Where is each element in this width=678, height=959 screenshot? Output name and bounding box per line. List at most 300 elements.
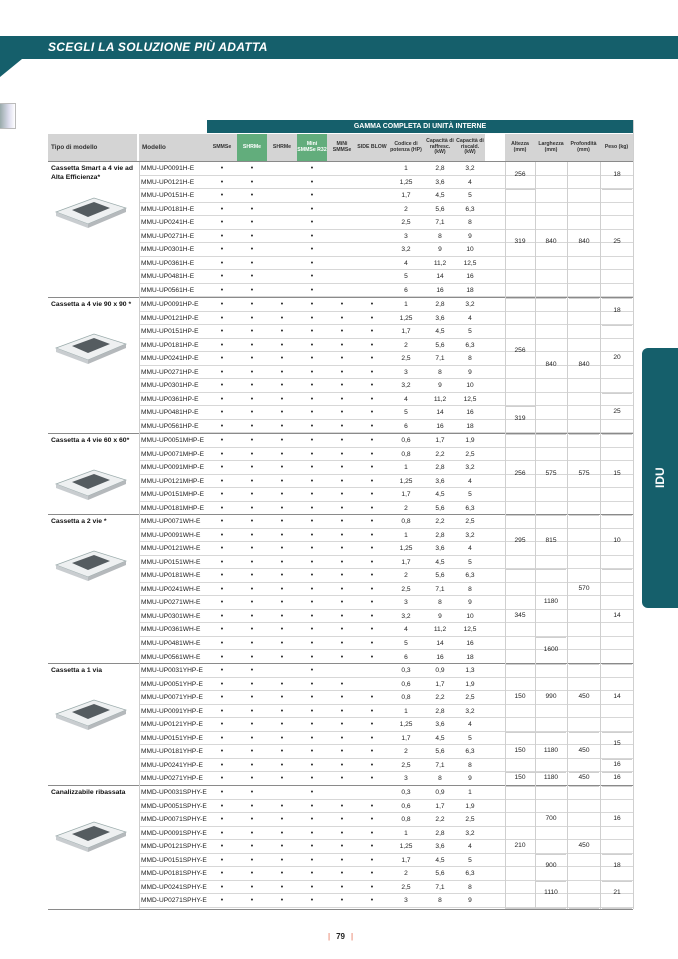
hp-value: 4 bbox=[404, 395, 408, 403]
compat-dot: • bbox=[220, 286, 224, 294]
compat-dot: • bbox=[310, 653, 314, 661]
heating-value: 16 bbox=[466, 409, 474, 417]
compat-dot: • bbox=[250, 694, 254, 702]
compat-dot: • bbox=[280, 545, 284, 553]
larghezza-value: 700 bbox=[545, 814, 557, 822]
table-row bbox=[139, 312, 633, 326]
compat-dot: • bbox=[340, 748, 344, 756]
compat-dot: • bbox=[340, 518, 344, 525]
compat-dot: • bbox=[250, 721, 254, 729]
compat-dot: • bbox=[310, 748, 314, 756]
compat-dot: • bbox=[280, 761, 284, 769]
hp-value: 1 bbox=[404, 301, 408, 308]
compat-dot: • bbox=[340, 626, 344, 634]
compat-dot: • bbox=[220, 775, 224, 783]
compat-dot: • bbox=[220, 192, 224, 200]
compat-dot: • bbox=[340, 355, 344, 363]
col-header-larghezza: Larghezza (mm) bbox=[535, 134, 567, 161]
compat-dot: • bbox=[220, 314, 224, 322]
model-code: MMU-UP0301WH-E bbox=[141, 612, 201, 620]
heating-value: 2,5 bbox=[465, 694, 475, 702]
compat-dot: • bbox=[220, 246, 224, 254]
model-code: MMD-UP0091SPHY-E bbox=[141, 829, 207, 837]
heating-value: 5 bbox=[468, 558, 472, 566]
compat-dot: • bbox=[250, 328, 254, 336]
model-code: MMU-UP0151WH-E bbox=[141, 558, 201, 566]
hp-value: 2 bbox=[404, 341, 408, 349]
compat-dot: • bbox=[220, 422, 224, 430]
altezza-value: 150 bbox=[514, 747, 526, 755]
table-row bbox=[139, 488, 633, 502]
cooling-value: 3,6 bbox=[435, 178, 445, 186]
heating-value: 8 bbox=[468, 883, 472, 891]
compat-dot: • bbox=[280, 734, 284, 742]
compat-dot: • bbox=[280, 721, 284, 729]
altezza-value: 319 bbox=[514, 414, 526, 422]
cooling-value: 2,2 bbox=[435, 694, 445, 702]
compat-dot: • bbox=[220, 761, 224, 769]
model-code: MMU-UP0071YHP-E bbox=[141, 694, 203, 702]
compat-dot: • bbox=[250, 450, 254, 458]
compat-dot: • bbox=[310, 572, 314, 580]
model-code: MMU-UP0091HP-E bbox=[141, 301, 199, 308]
compat-dot: • bbox=[250, 897, 254, 905]
compat-dot: • bbox=[370, 707, 374, 715]
compat-dot: • bbox=[250, 802, 254, 810]
model-code: MMU-UP0151YHP-E bbox=[141, 734, 203, 742]
model-code: MMU-UP0121WH-E bbox=[141, 545, 201, 553]
compat-dot: • bbox=[370, 775, 374, 783]
larghezza-value: 900 bbox=[545, 862, 557, 870]
span-divider bbox=[505, 732, 535, 733]
compat-dot: • bbox=[280, 694, 284, 702]
compat-dot: • bbox=[310, 639, 314, 647]
compat-dot: • bbox=[250, 205, 254, 213]
compat-dot: • bbox=[220, 612, 224, 620]
compat-dot: • bbox=[280, 518, 284, 525]
compat-dot: • bbox=[250, 626, 254, 634]
heating-value: 1,9 bbox=[465, 437, 475, 444]
compat-dot: • bbox=[340, 314, 344, 322]
table-row bbox=[139, 651, 633, 665]
compat-dot: • bbox=[220, 897, 224, 905]
col-header-side: SIDE BLOW bbox=[357, 134, 387, 161]
hp-value: 3 bbox=[404, 775, 408, 783]
table-row bbox=[139, 216, 633, 230]
compat-dot: • bbox=[280, 707, 284, 715]
compat-dot: • bbox=[280, 802, 284, 810]
compat-dot: • bbox=[250, 273, 254, 281]
heating-value: 4 bbox=[468, 477, 472, 485]
unit-image bbox=[50, 190, 130, 232]
compat-dot: • bbox=[310, 545, 314, 553]
heating-value: 3,2 bbox=[465, 165, 475, 172]
compat-dot: • bbox=[370, 734, 374, 742]
compat-dot: • bbox=[280, 680, 284, 688]
side-tab-label: IDU bbox=[653, 467, 667, 488]
compat-dot: • bbox=[220, 626, 224, 634]
model-code: MMU-UP0151HP-E bbox=[141, 328, 199, 336]
compat-dot: • bbox=[250, 843, 254, 851]
compat-dot: • bbox=[280, 612, 284, 620]
cooling-value: 11,2 bbox=[433, 395, 447, 403]
larghezza-value: 990 bbox=[545, 692, 557, 700]
table-row bbox=[139, 406, 633, 420]
table-row bbox=[139, 786, 633, 800]
cooling-value: 8 bbox=[438, 897, 442, 905]
hp-value: 5 bbox=[404, 639, 408, 647]
table-row bbox=[139, 162, 633, 176]
hp-value: 1 bbox=[404, 531, 408, 539]
compat-dot: • bbox=[250, 680, 254, 688]
larghezza-value: 1110 bbox=[544, 889, 558, 897]
heating-value: 5 bbox=[468, 734, 472, 742]
compat-dot: • bbox=[340, 612, 344, 620]
compat-dot: • bbox=[370, 355, 374, 363]
compat-dot: • bbox=[250, 477, 254, 485]
larghezza-value: 815 bbox=[545, 537, 557, 545]
heating-value: 4 bbox=[468, 314, 472, 322]
compat-dot: • bbox=[370, 585, 374, 593]
cooling-value: 16 bbox=[436, 286, 444, 294]
col-header-peso: Peso (kg) bbox=[600, 134, 633, 161]
heating-value: 6,3 bbox=[465, 870, 475, 878]
table-row bbox=[139, 203, 633, 217]
compat-dot: • bbox=[280, 883, 284, 891]
model-code: MMU-UP0301HP-E bbox=[141, 382, 199, 390]
heating-value: 18 bbox=[466, 422, 474, 430]
compat-dot: • bbox=[220, 707, 224, 715]
cooling-value: 9 bbox=[438, 246, 442, 254]
compat-dot: • bbox=[370, 558, 374, 566]
model-code: MMU-UP0271H-E bbox=[141, 232, 195, 240]
table-row bbox=[139, 189, 633, 203]
compat-dot: • bbox=[250, 748, 254, 756]
compat-dot: • bbox=[220, 450, 224, 458]
compat-dot: • bbox=[310, 422, 314, 430]
altezza-value: 319 bbox=[514, 238, 526, 246]
cooling-value: 5,6 bbox=[435, 504, 445, 512]
banner-corner bbox=[0, 59, 22, 77]
compat-dot: • bbox=[280, 626, 284, 634]
compat-dot: • bbox=[280, 531, 284, 539]
altezza-value: 256 bbox=[514, 347, 526, 355]
compat-dot: • bbox=[370, 301, 374, 308]
unit-image bbox=[50, 692, 130, 734]
col-header-mini_smms_r32: Mini SMMSe R32 bbox=[297, 134, 327, 161]
cooling-value: 5,6 bbox=[435, 205, 445, 213]
heating-value: 10 bbox=[466, 382, 474, 390]
model-code: MMU-UP0121YHP-E bbox=[141, 721, 203, 729]
hp-value: 1,7 bbox=[401, 491, 411, 499]
compat-dot: • bbox=[280, 856, 284, 864]
heating-value: 1,9 bbox=[465, 680, 475, 688]
compat-dot: • bbox=[370, 639, 374, 647]
compat-dot: • bbox=[340, 721, 344, 729]
compat-dot: • bbox=[220, 464, 224, 472]
compat-dot: • bbox=[340, 450, 344, 458]
compat-dot: • bbox=[250, 775, 254, 783]
col-header-tipo: Tipo di modello bbox=[48, 134, 137, 161]
hp-value: 3,2 bbox=[401, 382, 411, 390]
span-divider bbox=[536, 854, 566, 855]
compat-dot: • bbox=[310, 789, 314, 796]
unit-image bbox=[50, 543, 130, 585]
hp-value: 5 bbox=[404, 273, 408, 281]
heating-value: 8 bbox=[468, 355, 472, 363]
compat-dot: • bbox=[340, 870, 344, 878]
span-divider bbox=[505, 406, 535, 407]
hp-value: 3 bbox=[404, 897, 408, 905]
model-code: MMU-UP0181MHP-E bbox=[141, 504, 205, 512]
compat-dot: • bbox=[310, 667, 314, 674]
cooling-value: 4,5 bbox=[435, 328, 445, 336]
model-code: MMU-UP0071MHP-E bbox=[141, 450, 205, 458]
heating-value: 3,2 bbox=[465, 531, 475, 539]
compat-dot: • bbox=[370, 382, 374, 390]
hp-value: 2 bbox=[404, 504, 408, 512]
model-code: MMD-UP0271SPHY-E bbox=[141, 897, 207, 905]
altezza-value: 210 bbox=[514, 841, 526, 849]
model-code: MMU-UP0561HP-E bbox=[141, 422, 199, 430]
hp-value: 1,25 bbox=[399, 477, 413, 485]
col-header-risc: Capacità di riscald. (kW) bbox=[455, 134, 485, 161]
altezza-value: 150 bbox=[514, 774, 526, 782]
compat-dot: • bbox=[370, 843, 374, 851]
larghezza-value: 575 bbox=[545, 469, 557, 477]
model-code: MMU-UP0121H-E bbox=[141, 178, 195, 186]
cooling-value: 5,6 bbox=[435, 341, 445, 349]
model-code: MMD-UP0151SPHY-E bbox=[141, 856, 207, 864]
gamma-header: GAMMA COMPLETA DI UNITÀ INTERNE bbox=[207, 120, 633, 133]
hp-value: 1,25 bbox=[399, 314, 413, 322]
compat-dot: • bbox=[220, 491, 224, 499]
hp-value: 1,7 bbox=[401, 328, 411, 336]
group-type-name: Cassetta a 2 vie * bbox=[51, 518, 107, 525]
hp-value: 2,5 bbox=[401, 355, 411, 363]
compat-dot: • bbox=[310, 599, 314, 607]
cooling-value: 16 bbox=[436, 422, 444, 430]
compat-dot: • bbox=[220, 545, 224, 553]
hp-value: 2 bbox=[404, 205, 408, 213]
compat-dot: • bbox=[370, 545, 374, 553]
peso-value: 14 bbox=[613, 611, 621, 619]
edge-image-fragment bbox=[0, 103, 16, 129]
hp-value: 2 bbox=[404, 572, 408, 580]
compat-dot: • bbox=[250, 883, 254, 891]
compat-dot: • bbox=[280, 870, 284, 878]
compat-dot: • bbox=[370, 531, 374, 539]
compat-dot: • bbox=[250, 572, 254, 580]
compat-dot: • bbox=[340, 382, 344, 390]
compat-dot: • bbox=[370, 368, 374, 376]
hp-value: 5 bbox=[404, 409, 408, 417]
cooling-value: 2,8 bbox=[435, 707, 445, 715]
span-divider bbox=[505, 189, 535, 190]
compat-dot: • bbox=[310, 816, 314, 824]
compat-dot: • bbox=[310, 464, 314, 472]
compat-dot: • bbox=[370, 599, 374, 607]
heating-value: 1,3 bbox=[465, 667, 475, 674]
compat-dot: • bbox=[370, 897, 374, 905]
heating-value: 8 bbox=[468, 761, 472, 769]
compat-dot: • bbox=[250, 599, 254, 607]
hp-value: 6 bbox=[404, 422, 408, 430]
table-row bbox=[139, 678, 633, 692]
cooling-value: 8 bbox=[438, 232, 442, 240]
cooling-value: 9 bbox=[438, 612, 442, 620]
cooling-value: 4,5 bbox=[435, 491, 445, 499]
compat-dot: • bbox=[250, 504, 254, 512]
hp-value: 2,5 bbox=[401, 761, 411, 769]
heating-value: 2,5 bbox=[465, 816, 475, 824]
heating-value: 10 bbox=[466, 612, 474, 620]
compat-dot: • bbox=[220, 178, 224, 186]
heating-value: 6,3 bbox=[465, 341, 475, 349]
heating-value: 3,2 bbox=[465, 707, 475, 715]
compat-dot: • bbox=[220, 531, 224, 539]
table-row bbox=[139, 475, 633, 489]
model-code: MMU-UP0241H-E bbox=[141, 219, 195, 227]
model-code: MMU-UP0561H-E bbox=[141, 286, 195, 294]
compat-dot: • bbox=[370, 450, 374, 458]
peso-value: 16 bbox=[613, 760, 621, 768]
compat-dot: • bbox=[340, 491, 344, 499]
compat-dot: • bbox=[250, 382, 254, 390]
model-code: MMU-UP0241HP-E bbox=[141, 355, 199, 363]
table-row bbox=[139, 569, 633, 583]
table-row bbox=[139, 284, 633, 298]
cooling-value: 4,5 bbox=[435, 856, 445, 864]
compat-dot: • bbox=[280, 395, 284, 403]
compat-dot: • bbox=[310, 165, 314, 172]
col-header-mini_smms: MiNi SMMSe bbox=[327, 134, 357, 161]
compat-dot: • bbox=[220, 328, 224, 336]
span-divider bbox=[536, 637, 566, 638]
compat-dot: • bbox=[310, 341, 314, 349]
compat-dot: • bbox=[370, 761, 374, 769]
hp-value: 1,7 bbox=[401, 192, 411, 200]
cooling-value: 2,2 bbox=[435, 816, 445, 824]
compat-dot: • bbox=[310, 518, 314, 525]
model-code: MMU-UP0091H-E bbox=[141, 165, 195, 172]
model-code: MMU-UP0031YHP-E bbox=[141, 667, 203, 674]
hp-value: 1 bbox=[404, 829, 408, 837]
compat-dot: • bbox=[310, 192, 314, 200]
table-row bbox=[139, 800, 633, 814]
compat-dot: • bbox=[220, 816, 224, 824]
profondita-value: 450 bbox=[578, 747, 590, 755]
compat-dot: • bbox=[310, 504, 314, 512]
column-separator bbox=[535, 162, 536, 909]
model-code: MMU-UP0361HP-E bbox=[141, 395, 199, 403]
compat-dot: • bbox=[340, 843, 344, 851]
compat-dot: • bbox=[340, 897, 344, 905]
cooling-value: 1,7 bbox=[435, 437, 445, 444]
compat-dot: • bbox=[370, 572, 374, 580]
compat-dot: • bbox=[370, 491, 374, 499]
group-type-name: Cassetta a 4 vie 60 x 60* bbox=[51, 437, 130, 444]
compat-dot: • bbox=[310, 721, 314, 729]
model-code: MMU-UP0271WH-E bbox=[141, 599, 201, 607]
cooling-value: 14 bbox=[436, 273, 444, 281]
span-divider bbox=[602, 881, 632, 882]
model-code: MMU-UP0181HP-E bbox=[141, 341, 199, 349]
col-header-codice: Codice di potenza (HP) bbox=[387, 134, 425, 161]
compat-dot: • bbox=[310, 205, 314, 213]
hp-value: 2,5 bbox=[401, 585, 411, 593]
side-tab bbox=[642, 348, 678, 608]
hp-value: 1,7 bbox=[401, 856, 411, 864]
peso-value: 16 bbox=[613, 814, 621, 822]
column-separator bbox=[505, 162, 506, 909]
hp-value: 1,25 bbox=[399, 843, 413, 851]
cooling-value: 0,9 bbox=[435, 789, 445, 796]
span-divider bbox=[602, 393, 632, 394]
compat-dot: • bbox=[220, 856, 224, 864]
hp-value: 6 bbox=[404, 286, 408, 294]
compat-dot: • bbox=[370, 829, 374, 837]
model-code: MMU-UP0071WH-E bbox=[141, 518, 201, 525]
peso-value: 15 bbox=[613, 740, 621, 748]
hp-value: 3,2 bbox=[401, 246, 411, 254]
compat-dot: • bbox=[280, 382, 284, 390]
larghezza-value: 1180 bbox=[543, 774, 559, 782]
table-row bbox=[139, 448, 633, 462]
peso-value: 20 bbox=[613, 353, 621, 361]
compat-dot: • bbox=[310, 707, 314, 715]
compat-dot: • bbox=[250, 259, 254, 267]
table-row bbox=[139, 583, 633, 597]
page-title: SCEGLI LA SOLUZIONE PIÙ ADATTA bbox=[48, 40, 268, 54]
heating-value: 1,9 bbox=[465, 802, 475, 810]
altezza-value: 150 bbox=[514, 692, 526, 700]
cooling-value: 2,8 bbox=[435, 464, 445, 472]
profondita-value: 450 bbox=[578, 774, 590, 782]
cooling-value: 8 bbox=[438, 775, 442, 783]
profondita-value: 575 bbox=[578, 469, 590, 477]
compat-dot: • bbox=[250, 518, 254, 525]
compat-dot: • bbox=[220, 883, 224, 891]
model-code: MMU-UP0121MHP-E bbox=[141, 477, 205, 485]
span-divider bbox=[536, 732, 566, 733]
compat-dot: • bbox=[340, 504, 344, 512]
compat-dot: • bbox=[310, 178, 314, 186]
heating-value: 9 bbox=[468, 775, 472, 783]
model-code: MMU-UP0271YHP-E bbox=[141, 775, 203, 783]
group-type-name: Cassetta a 1 via bbox=[51, 667, 103, 674]
cooling-value: 7,1 bbox=[435, 219, 445, 227]
cooling-value: 7,1 bbox=[435, 761, 445, 769]
compat-dot: • bbox=[310, 382, 314, 390]
cooling-value: 3,6 bbox=[435, 721, 445, 729]
peso-value: 14 bbox=[613, 692, 621, 700]
compat-dot: • bbox=[310, 491, 314, 499]
compat-dot: • bbox=[370, 341, 374, 349]
compat-dot: • bbox=[340, 585, 344, 593]
compat-dot: • bbox=[340, 409, 344, 417]
compat-dot: • bbox=[310, 843, 314, 851]
cooling-value: 4,5 bbox=[435, 558, 445, 566]
larghezza-value: 1180 bbox=[543, 747, 559, 755]
heating-value: 4 bbox=[468, 178, 472, 186]
compat-dot: • bbox=[250, 667, 254, 674]
hp-value: 3,2 bbox=[401, 612, 411, 620]
hp-value: 0,8 bbox=[401, 450, 411, 458]
hp-value: 4 bbox=[404, 259, 408, 267]
profondita-value: 840 bbox=[578, 360, 590, 368]
hp-value: 0,8 bbox=[401, 518, 411, 525]
